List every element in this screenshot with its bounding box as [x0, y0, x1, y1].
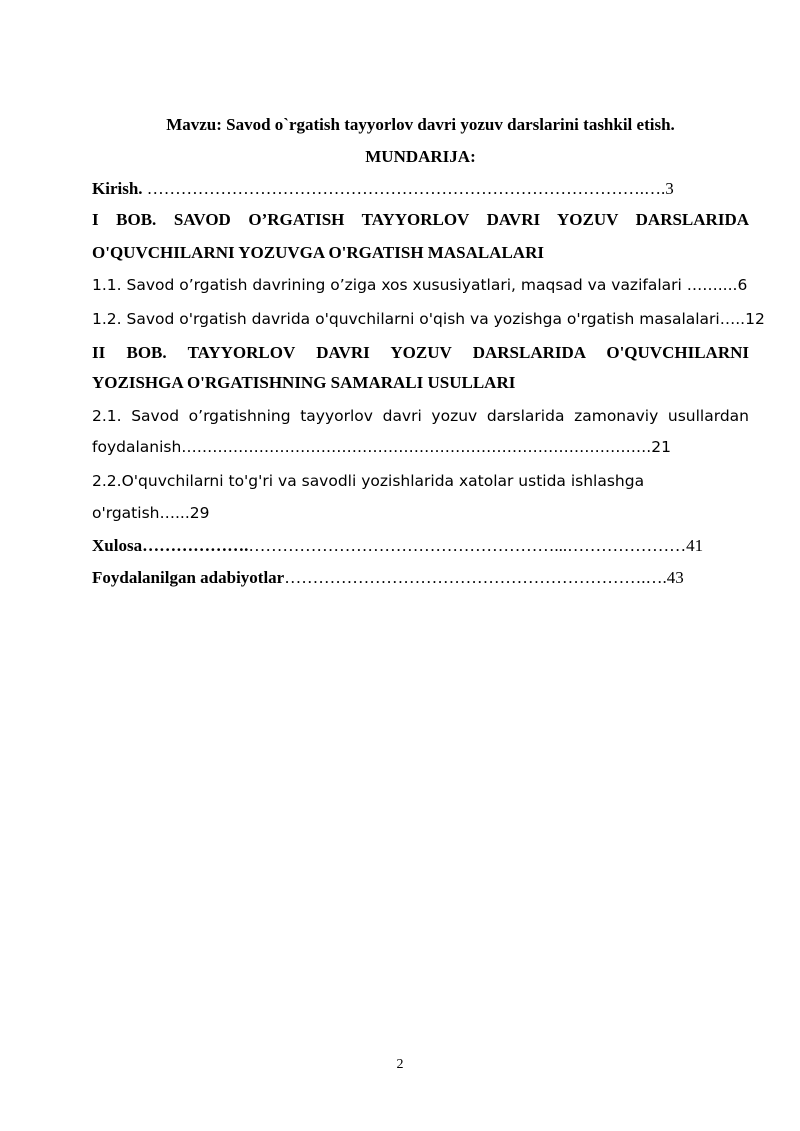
toc-dots: …………………………………………………………………………….….	[142, 179, 666, 198]
toc-section-1-2: 1.2. Savod o'rgatish davrida o'quvchilarni o'qish va yozishga o'rgatish masalalari…..12	[92, 310, 765, 328]
toc-section-1-1: 1.1. Savod o’rgatish davrining o’ziga xos xususiyatlari, maqsad va vazifalari ……....6	[92, 276, 748, 294]
toc-chapter-1-line-1: I BOB. SAVOD O’RGATISH TAYYORLOV DAVRI YOZUV DARSLARIDA	[92, 210, 749, 229]
toc-chapter-2-line-2: YOZISHGA O'RGATISHNING SAMARALI USULLARI	[92, 373, 516, 392]
toc-section-2-1-line-1: 2.1. Savod o’rgatishning tayyorlov davri yozuv darslarida zamonaviy usullardan	[92, 407, 749, 425]
document-page	[92, 0, 765, 1131]
topic-heading: Mavzu: Savod o`rgatish tayyorlov davri yozuv darslarini tashkil etish.	[166, 115, 675, 134]
toc-entry-references	[92, 566, 749, 590]
toc-label: Kirish.	[92, 179, 143, 198]
toc-label: Foydalanilgan adabiyotlar	[92, 568, 285, 587]
toc-section-2-1-line-2: foydalanish……………………………………………………………………………….21	[92, 438, 671, 456]
toc-entry-conclusion	[92, 534, 749, 558]
toc-dots: ………………………………………………...…………………	[248, 536, 687, 555]
toc-dots: ……………………………………………………….….	[284, 568, 667, 587]
toc-label: Xulosa……………….	[92, 536, 249, 555]
toc-page: 43	[666, 568, 684, 587]
toc-page: 3	[665, 179, 674, 198]
toc-chapter-2-line-1: II BOB. TAYYORLOV DAVRI YOZUV DARSLARIDA O'QUVCHILARNI	[92, 343, 749, 362]
contents-title: MUNDARIJA:	[365, 147, 476, 166]
toc-section-2-2-line-2: o'rgatish…...29	[92, 504, 210, 522]
toc-page: 41	[686, 536, 704, 555]
page-number: 2	[396, 1057, 404, 1072]
toc-entry-intro	[92, 177, 749, 201]
toc-section-2-2-line-1: 2.2.O'quvchilarni to'g'ri va savodli yozishlarida xatolar ustida ishlashga	[92, 472, 645, 490]
toc-chapter-1-line-2: O'QUVCHILARNI YOZUVGA O'RGATISH MASALALARI	[92, 243, 544, 262]
